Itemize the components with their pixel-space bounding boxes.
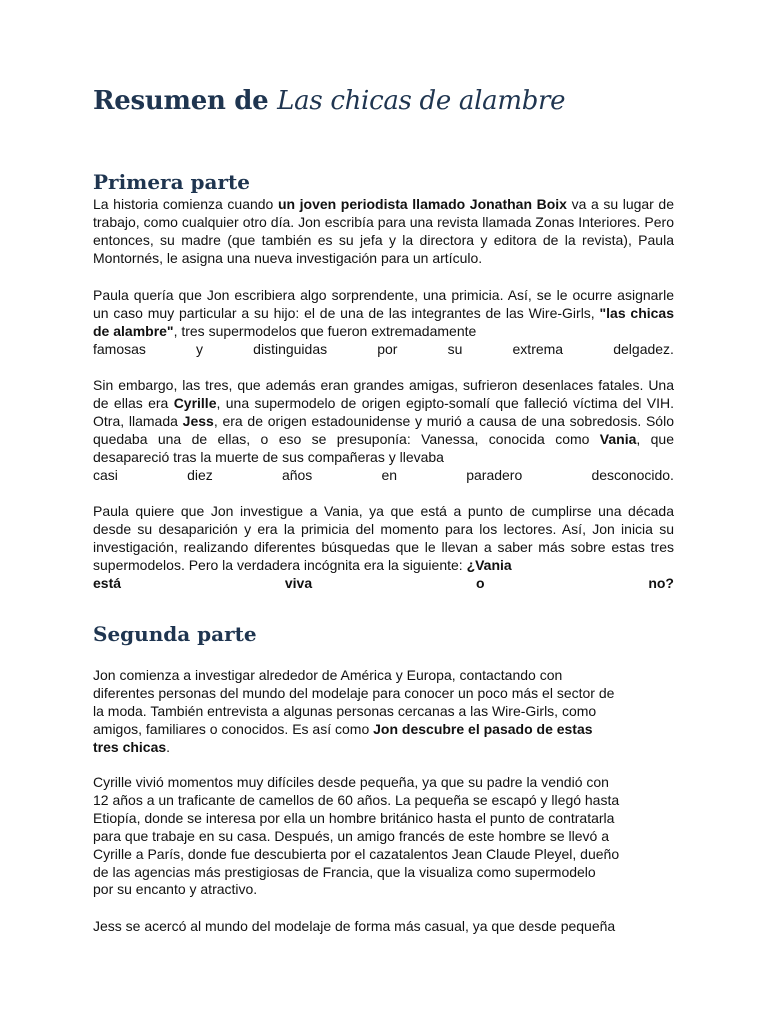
section-heading-primera-parte: Primera parte bbox=[93, 170, 250, 194]
justified-last-line: famosas y distinguidas por su extrema delgadez. bbox=[93, 340, 674, 357]
paragraph-3: Sin embargo, las tres, que además eran grandes amigas, sufrieron desenlaces fatales. Una de ellas era Cyrille, una supermodelo de origen egipto-somalí que falleció víctima del VIH. Otra, llamada Jess, era de origen estadounidense y murió a causa de una sobredosis. Sólo quedaba una de ellas, o eso se presuponía: Vanessa, conocida como Vania, que desapareció tras la muerte de sus compañeras y llevaba casi diez años en paradero desconocido. bbox=[93, 377, 674, 483]
paragraph-4: Paula quiere que Jon investigue a Vania, ya que está a punto de cumplirse una década desde su desaparición y era la primicia del momento para los lectores. Así, Jon inicia su investigación, realizando diferentes búsquedas que le llevan a saber más sobre estas tres supermodelos. Pero la verdadera incógnita era la siguiente: ¿Vania está viva o no? bbox=[93, 503, 674, 591]
document-title bbox=[93, 86, 565, 116]
paragraph-6: Cyrille vivió momentos muy difíciles desde pequeña, ya que su padre la vendió con 12 años a un traficante de camellos de 60 años. La pequeña se escapó y llegó hasta Etiopía, donde se interesa por ella un hombre británico hasta el punto de contratarla para que trabaje en su casa. Después, un amigo francés de este hombre se llevó a Cyrille a París, donde fue descubierta por el cazatalentos Jean Claude Pleyel, dueño de las agencias más prestigiosas de Francia, que la visualiza como supermodelo por su encanto y atractivo. bbox=[93, 774, 620, 898]
section-heading-segunda-parte: Segunda parte bbox=[93, 622, 257, 646]
paragraph-7: Jess se acercó al mundo del modelaje de forma más casual, ya que desde pequeña bbox=[93, 918, 616, 934]
title-prefix: Resumen de bbox=[93, 86, 278, 116]
paragraph-1: La historia comienza cuando un joven periodista llamado Jonathan Boix va a su lugar de trabajo, como cualquier otro día. Jon escribía para una revista llamada Zonas Interiores. Pero entonces, su madre (que también es su jefa y la directora y editora de la revista), Paula Montornés, le asigna una nueva investigación para un artículo. bbox=[93, 196, 675, 266]
title-book-name: Las chicas de alambre bbox=[277, 86, 566, 116]
paragraph-5: Jon comienza a investigar alrededor de América y Europa, contactando con diferentes personas del mundo del modelaje para conocer un poco más el sector de la moda. También entrevista a algunas personas cercanas a las Wire-Girls, como amigos, familiares o conocidos. Es así como Jon descubre el pasado de estas tres chicas. bbox=[93, 667, 615, 755]
justified-last-line: está viva o no? bbox=[93, 574, 674, 591]
paragraph-2: Paula quería que Jon escribiera algo sorprendente, una primicia. Así, se le ocurre asignarle un caso muy particular a su hijo: el de una de las integrantes de las Wire-Girls, "las chicas de alambre", tres supermodelos que fueron extremadamente famosas y distinguidas por su extrema delgadez. bbox=[93, 287, 674, 357]
justified-last-line: casi diez años en paradero desconocido. bbox=[93, 466, 674, 483]
